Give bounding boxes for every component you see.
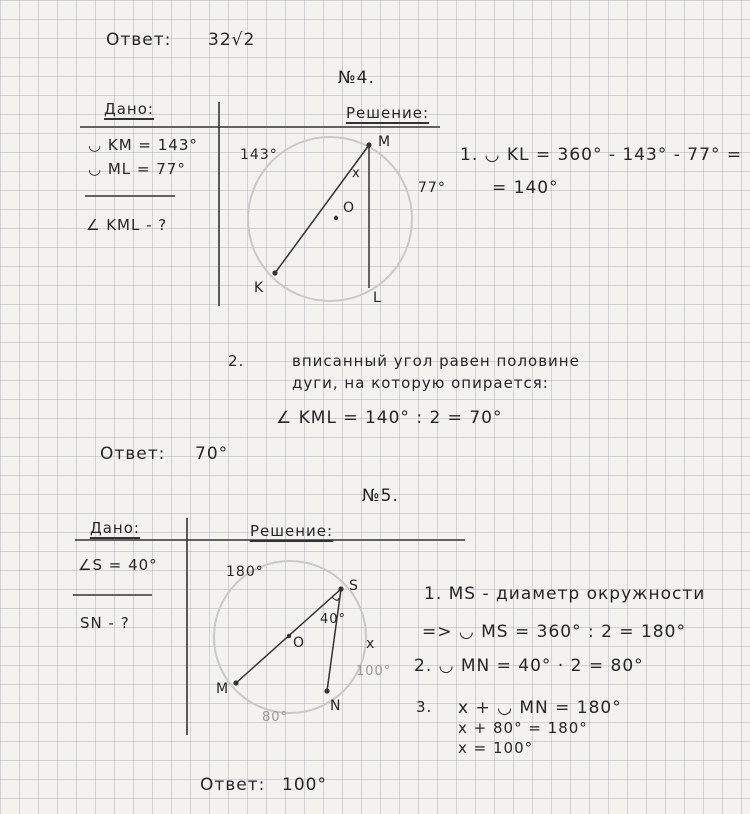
task5-label-s: S [349, 578, 359, 594]
task4-given-header: Дано: [104, 100, 154, 118]
top-answer-value: 32√2 [208, 30, 256, 50]
top-answer-label: Ответ: [106, 30, 172, 50]
task5-given-header: Дано: [90, 519, 140, 537]
task5-label-m: M [216, 681, 230, 697]
task4-answer-label: Ответ: [100, 444, 166, 464]
task4-solution-header: Решение: [346, 104, 430, 122]
task4-number: №4. [338, 68, 375, 88]
task5-step2: 2. ◡ MN = 40° · 2 = 80° [414, 656, 644, 676]
task5-label-n: N [330, 698, 342, 714]
task5-step1: 1. MS - диаметр окружности [424, 584, 706, 604]
task4-step2-line1: вписанный угол равен половине [292, 352, 580, 370]
task4-step1-line1: 1. ◡ KL = 360° - 143° - 77° = [460, 145, 743, 165]
task5-number: №5. [362, 486, 399, 506]
task5-find: SN - ? [80, 614, 130, 632]
task5-point-s [338, 586, 343, 591]
task4-label-m: M [378, 134, 392, 150]
task4-step2-number: 2. [228, 352, 245, 370]
task4-label-k: K [254, 280, 265, 296]
task5-answer-label: Ответ: [200, 775, 266, 795]
task4-arc-km-label: 143° [240, 147, 278, 163]
task5-answer-value: 100° [282, 775, 327, 795]
task5-step3-a: x + ◡ MN = 180° [458, 698, 622, 718]
task5-point-n [324, 688, 329, 693]
task4-label-o: O [343, 200, 356, 216]
task4-point-k [272, 270, 277, 275]
task4-given-ml: ◡ ML = 77° [88, 160, 186, 178]
task5-point-o [287, 634, 291, 638]
task4-point-o [334, 216, 338, 220]
task5-given-angle: ∠S = 40° [78, 556, 158, 574]
task4-step2-equation: ∠ KML = 140° : 2 = 70° [276, 408, 503, 428]
task5-arc-x-label: x [366, 636, 376, 652]
task5-step3-c: x = 100° [458, 739, 534, 757]
task4-label-l: L [373, 290, 382, 306]
task4-arc-ml-label: 77° [418, 180, 446, 196]
task4-point-m [366, 142, 371, 147]
task4-step2-line2: дуги, на которую опирается: [292, 374, 549, 392]
task5-step3-number: 3. [416, 698, 433, 716]
task5-angle-arc [332, 597, 339, 600]
task5-chord-sn [327, 589, 341, 691]
task5-arc-mn-label: 80° [262, 710, 289, 725]
task5-step3-b: x + 80° = 180° [458, 719, 588, 737]
task4-answer-value: 70° [195, 444, 229, 464]
task5-label-o: O [293, 635, 306, 651]
task4-angle-mark: x [352, 166, 361, 181]
task4-given-km: ◡ KM = 143° [88, 136, 198, 154]
task4-find: ∠ KML - ? [86, 216, 168, 234]
task4-step1-line2: = 140° [492, 178, 559, 198]
task5-angle-s-label: 40° [320, 612, 347, 627]
task5-arc-x-value: 100° [356, 664, 392, 679]
task5-solution-header: Решение: [250, 522, 334, 540]
task5-step1-b: => ◡ MS = 360° : 2 = 180° [422, 622, 686, 642]
task5-arc-ms-label: 180° [226, 564, 264, 580]
task5-point-m [233, 680, 238, 685]
